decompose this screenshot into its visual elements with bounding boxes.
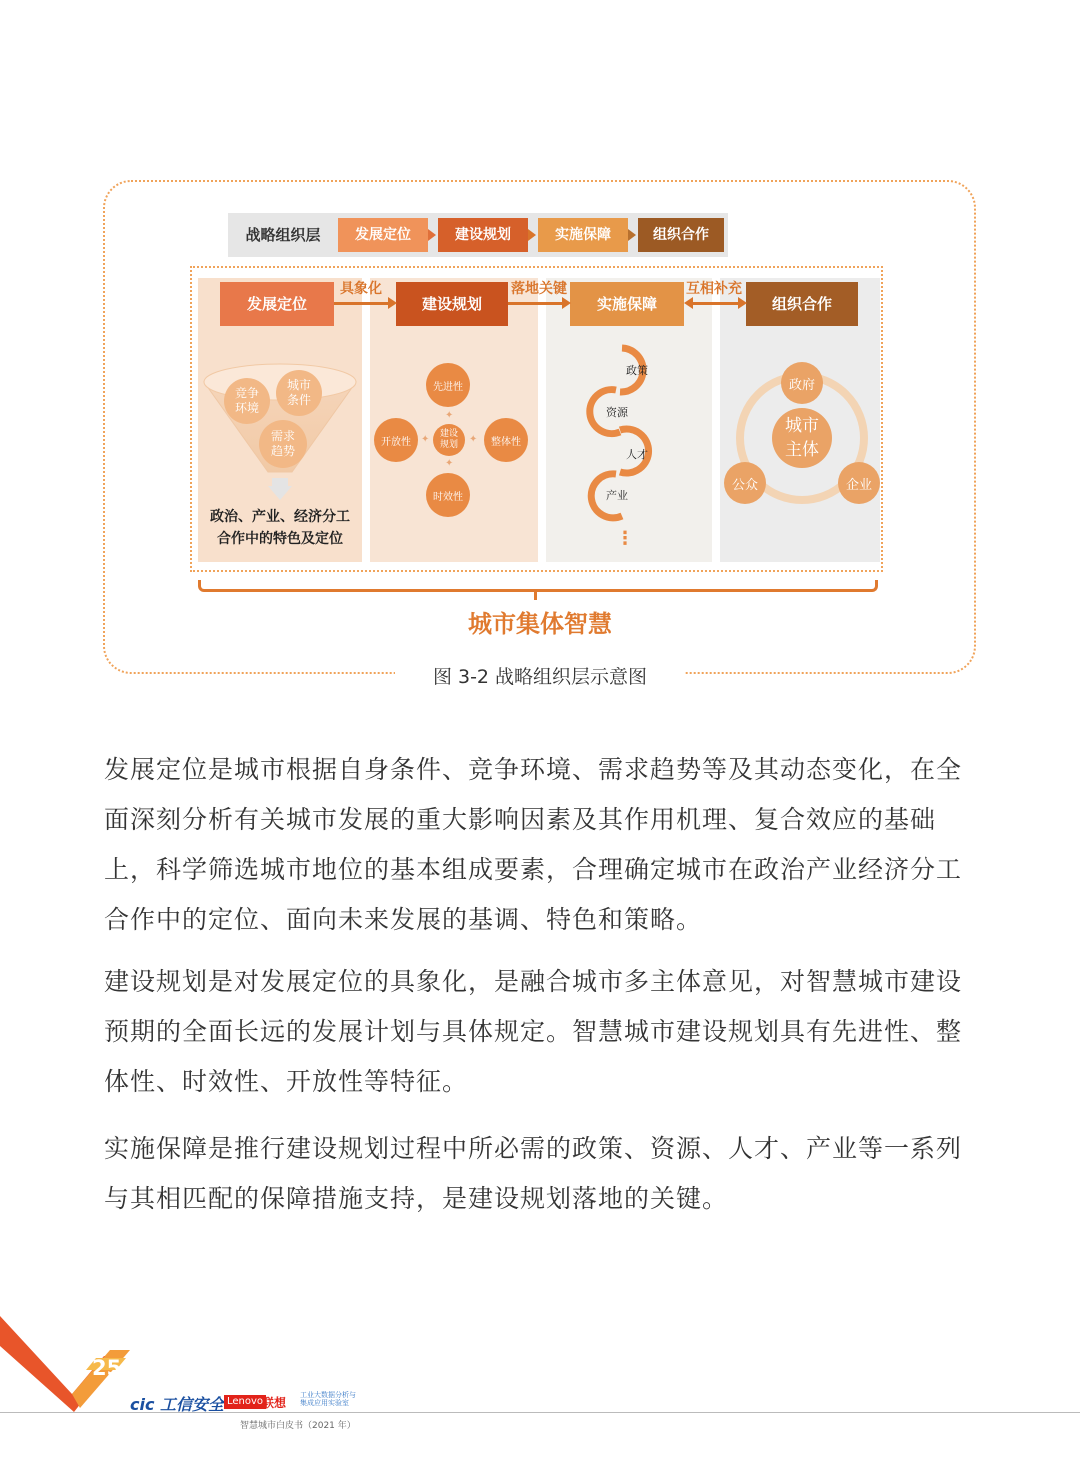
- header-arrow-2: [528, 229, 536, 241]
- planning-star-right: ✦: [469, 434, 478, 445]
- link-arrow-1: [388, 297, 397, 309]
- column-title-4: 组织合作: [746, 282, 858, 326]
- planning-open: 开放性: [374, 418, 418, 462]
- planning-center: 建设 规划: [433, 424, 465, 456]
- paragraph-planning: 建设规划是对发展定位的具象化，是融合城市多主体意见，对智慧城市建设预期的全面长远的发展计划与具体规定。智慧城市建设规划具有先进性、整体性、时效性、开放性等特征。: [104, 967, 963, 1096]
- column-title-2: 建设规划: [396, 282, 508, 326]
- link-line-2: [508, 302, 564, 305]
- planning-holistic: 整体性: [484, 418, 528, 462]
- header-arrow-1: [428, 229, 436, 241]
- funnel-note-line1: 政治、产业、经济分工: [210, 509, 350, 525]
- link-label-1: 具象化: [340, 281, 382, 297]
- lenovo-logo: Lenovo: [224, 1395, 266, 1409]
- link-arrow-3a: [738, 297, 747, 309]
- header-step-1: 发展定位: [338, 218, 428, 252]
- cic-logo: cic 工信安全: [130, 1395, 225, 1414]
- link-arrow-3b: [684, 297, 693, 309]
- dac-logo: 工业大数据分析与集成应用实验室: [300, 1391, 356, 1407]
- support-more: ⋮: [616, 528, 634, 549]
- header-step-3: 实施保障: [538, 218, 628, 252]
- link-line-3: [690, 302, 740, 305]
- planning-advanced: 先进性: [426, 363, 470, 407]
- header-step-2: 建设规划: [438, 218, 528, 252]
- support-resources: 资源: [606, 406, 628, 419]
- support-talent: 人才: [626, 448, 648, 461]
- funnel-note-line2: 合作中的特色及定位: [217, 531, 343, 547]
- paragraph-positioning: 发展定位是城市根据自身条件、竞争环境、需求趋势等及其动态变化，在全面深刻分析有关城市发展的重大影响因素及其作用机理、复合效应的基础上，科学筛选城市地位的基本组成要素，合理确定城市在政治产业经济分工合作中的定位、面向未来发展的基调、特色和策略。: [104, 755, 963, 934]
- cooperation-public: 公众: [724, 462, 766, 504]
- planning-star-top: ✦: [445, 410, 454, 421]
- page-number: 25: [92, 1356, 122, 1380]
- paragraph-support: 实施保障是推行建设规划过程中所必需的政策、资源、人才、产业等一系列与其相匹配的保障措施支持，是建设规划落地的关键。: [104, 1134, 963, 1213]
- collective-wisdom-title: 城市集体智慧: [468, 610, 612, 638]
- header-label: 战略组织层: [245, 226, 321, 244]
- support-industry: 产业: [606, 489, 628, 502]
- link-label-2: 落地关键: [511, 281, 567, 297]
- link-arrow-2: [562, 297, 571, 309]
- cooperation-center: 城市 主体: [785, 416, 819, 460]
- link-label-3: 互相补充: [686, 281, 742, 297]
- footer-subtitle: 智慧城市白皮书（2021 年）: [240, 1421, 356, 1431]
- planning-star-left: ✦: [421, 434, 430, 445]
- header-arrow-3: [628, 229, 636, 241]
- cooperation-enterprise: 企业: [838, 462, 880, 504]
- funnel-item-conditions: 城市 条件: [276, 370, 322, 416]
- support-policy: 政策: [626, 364, 648, 377]
- funnel-item-trend: 需求 趋势: [259, 420, 307, 468]
- header-step-4: 组织合作: [638, 218, 724, 252]
- bracket: [198, 580, 878, 592]
- column-title-3: 实施保障: [570, 282, 684, 326]
- planning-star-bottom: ✦: [445, 458, 454, 469]
- funnel-item-competition: 竞争 环境: [224, 378, 270, 424]
- column-title-1: 发展定位: [220, 282, 334, 326]
- lenovo-logo-cn: 联想: [262, 1396, 287, 1410]
- cooperation-government: 政府: [781, 362, 823, 404]
- figure-caption: 图 3-2 战略组织层示意图: [432, 666, 648, 688]
- bracket-tip: [534, 590, 537, 600]
- planning-timely: 时效性: [426, 473, 470, 517]
- link-line-1: [334, 302, 390, 305]
